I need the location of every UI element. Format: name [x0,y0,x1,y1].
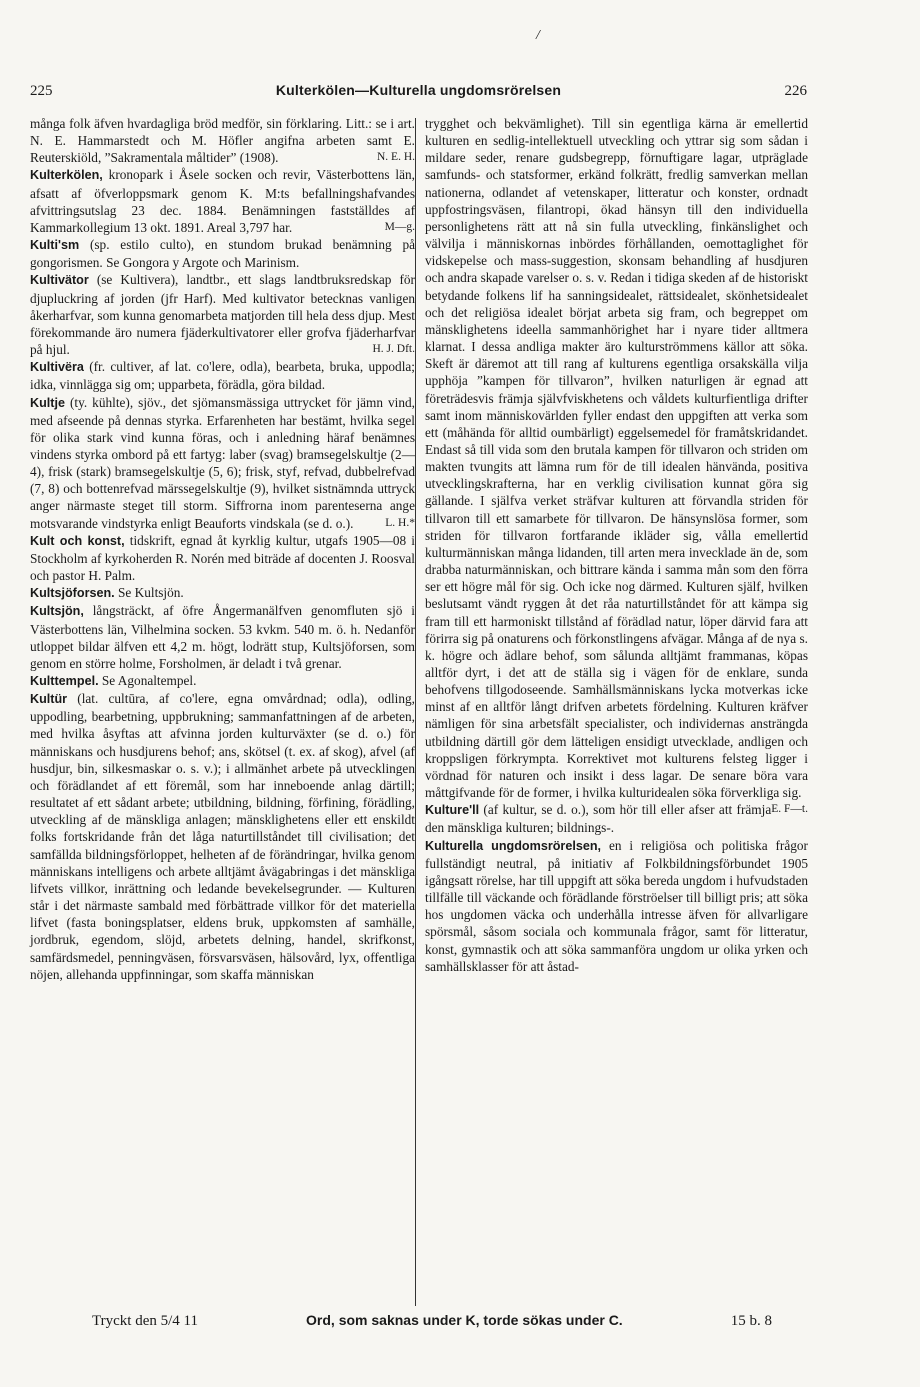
dictionary-entry [425,801,808,836]
entry-signature: L. H.* [385,516,415,529]
entry-signature: N. E. H. [376,151,415,164]
entry-headword: Kultsjöforsen. [30,586,115,601]
dictionary-entry [425,837,808,975]
page-footer [92,1312,772,1330]
running-title: Kulterkölen—Kulturella ungdomsrörelsen [275,82,562,98]
left-column [30,115,415,983]
entry-text: (lat. cultūra, af co'lere, egna omvårdnad; odla), odling, uppodling, bearbetning, uppbrukning; sammanfattningen af de arbeten, med hvilka åsyftas att afvinna jorden kulturväxter (se d. o.) för människans och husdjurens behof; ans, skötsel (t. ex. af skog), afvel (af husdjur, bin, silkesmaskar o. s. v.); i allmänhet arbete på utvecklingen och förädlandet af ett föremål, som har inneboende anlag därtill; resultatet af ett sådant arbete; utbildning, bildning, förfining, förädling, utveckling af de mänskliga anlagen; mänsklighetens eller ett enskildt folks fortskridande från det låga naturtillståndet till civilisation; det samfällda bildningsförloppet, helheten af de förändringar, hvilka genom människans intelligens och arbete alltjämt åvägabringas i det mänskliga lifvets villkor, inrättning och ledande bevekelsegrunder. — Kulturen står i det närmaste sambald med förbättrade villkor för det materiella lifvet (fasta boningsplatser, eldens bruk, uppkomsten af samhälle, jordbruk, egendom, slöjd, arbetets delning, handel, skrifkonst, samfärdsmedel, penningväsen, försvarsväsen, hälsovård, lyx, offentliga nöjen, allehanda uppfinningar, som skaffa människan [30,691,415,982]
dictionary-entry [30,584,415,602]
entry-headword: Kulturella ungdomsrörelsen, [425,838,602,853]
entry-headword: Kultsjön, [30,604,84,619]
page-header [30,82,807,106]
entry-text: (sp. estilo culto), en stundom brukad benämning på gongorismen. Se Gongora y Argote och Marinism. [30,237,415,271]
entry-text: (se Kultivera), landtbr., ett slags landtbruksredskap för djupluckring af jorden (jfr Harf). Med kultivator betecknas vanligen åkerharfvar, som kunna genomarbeta matjorden till hela dess djup. Mest förekommande äro numera fjäderkultivatorer eller grofva fjäderharfvar på hjul. [30,272,415,358]
dictionary-entry [30,690,415,983]
entry-headword: Kultür [30,692,68,707]
entry-headword: Kulterkölen, [30,168,103,183]
entry-text: långsträckt, af öfre Ångermanälfven genomfluten sjö i Västerbottens län, Vilhelmina socken. 53 kvkm. 540 m. ö. h. Nedanför utloppet bildar älfven ett 4,2 m. högt, lodrätt stup, Kultsjöforsen, som genom en större holme, Forsholmen, är deladt i två grenar. [30,603,415,671]
entry-text: (af kultur, se d. o.), som hör till eller afser att främja den mänskliga kulturen; bildnings-. [425,802,772,836]
dictionary-entry [30,532,415,584]
entry-signature: M—g. [384,220,415,233]
sheet-signature: 15 b. 8 [730,1313,772,1329]
entry-text: många folk äfven hvardagliga bröd medför, sin förklaring. Litt.: se i art. N. E. Hammarstedt och M. Höfler angifna arbeten samt E. Reuterskiöld, ”Sakramentala måltider” (1908). [30,116,415,166]
right-column [425,115,808,975]
column-divider [415,118,416,1306]
entry-headword: Kultivätor [30,273,89,288]
page-number-right: 226 [784,83,807,99]
entry-headword: Kulture'll [425,803,480,818]
entry-headword: Kulti'sm [30,238,80,253]
dictionary-entry [30,271,415,358]
entry-text: (ty. kühlte), sjöv., det sjömansmässiga uttrycket för jämn vind, med afseende på dennas styrka. Erfarenheten har bestämt, hvilka segel för olika stark vind kunna föras, och i anledning häraf benämnes vindens styrka ombord på ett fartyg: laber (svag) bramsegelskultje (2—4), frisk (stark) bramsegelskultje (5, 6); frisk, styf, refvad, dubbelrefvad (7, 8) och bottenrefvad märssegelskultje (9), hvilket sistnämnda uttryck anger närmaste steget till storm. Siffrorna inom parenteserna ange motsvarande vindstyrka enligt Beauforts vindskala (se d. o.). [30,394,415,531]
print-date: Tryckt den 5/4 11 [92,1313,198,1329]
entry-text: Se Kultsjön. [114,585,184,601]
entry-text: kronopark i Åsele socken och revir, Västerbottens län, afsatt af öfverloppsmark genom K. M:ts befallningshafvandes afvittringsutslag 23 dec. 1884. Benämningen fastställdes af Kammarkollegium 13 okt. 1891. Areal 3,797 har. [30,167,415,235]
entry-text: Se Agonaltempel. [98,673,197,688]
entry-headword: Kult och konst, [30,533,125,548]
entry-text: trygghet och bekvämlighet). Till sin egentliga kärna är emellertid kulturen en sedlig-intellektuell utveckling och yttrar sig som sådan i mildare seder, renare gudsbegrepp, förnuftigare lagar, utpräglade samfunds- och statsformer, erkänd folkrätt, fredlig samverkan mellan nationerna, odlandet af vetenskaper, litteratur och konster, ordnadt uppfostringsväsen, filantropi, ökad hänsyn till den individuella personlighetens rätt att nå sin fulla utveckling, finkänslighet och välvilja i människornas inbördes förhållanden, oemottaglighet för vidskepelse och mass-suggestion, skonsam behandling af husdjuren och andra skapade varelser o. s. v. Redan i tidiga skeden af de historiskt betydande folkens lif ha sanningsidealet, rättsidealet, skönhetsidealet och det religiösa idealet börjat arbeta sig fram, och begreppet om mänsklighetens ideella sammanhörighet har i nyare tider alltmera klarnat. I dessa andliga makter äro kulturströmmens källor att söka. Skeft är däremot att till rang af kulturens egentliga orsakskälla vilja upphöja ”kampen för tillvaron”, hvilken naturligen är egnad att företrädesvis främja självfviskhetens och våldets kulturfientliga drifter samt inom människovärlden fyller endast den uppgiften att verka som ett (måhända för alltid oumbärligt) eggelsemedel för framåtskridandet. Endast så till vida som den brutala kampen för tillvaron och striden om makten tvungits att lämna rum för de till idealen hänvända, positiva utvecklingskrafterna, har en verklig civilisation kunnat göra sig gällande. I själfva verket sträfvar kulturen att förvandla striden för tillvaron till ett samarbete för tillvaron. De hänsynslösa former, som striden för tillvaron fortfarande ikläder sig, vålla emellertid kulturmänniskan många lidanden, till arten mera invecklade än de, som drabba naturmänniskan, och bittrare kända i samma mån som den förra ser ett högre mål för sig. Och icke nog därmed. Kulturen själf, hvilken beslutsamt vändt ryggen åt det råa naturtillståndet för att kämpa sig fram till ett harmoniskt tillstånd af förädlad natur, löper därvid fara att förirra sig på onaturens och förkonstlingens afvägar. Många af de nya s. k. högre och ädlare behof, som sålunda alltjämt frammanas, köpas alltför dyrt, i det att de ställa sig i vägen för de enklare, sunda behofvens tillgodoseende. Samhällsmänniskans lycka motverkas icke minst af en alltför långt drifven arbetets fördelning. Kulturen kräfver nämligen för sina arbetsfält specialister, och individernas ansträngda utbildning därtill gör dem lätteligen ensidigt utvecklade, andligen och kroppsligen förkrympta. Korrektivet mot kulturens felsteg ligger i vördnad för naturen och insikt i dess lagar. De senare böra vara måttgifvande för de former, i hvilka kulturidealen söka förverkliga sig. [425,116,808,801]
dictionary-entry [30,166,415,236]
dictionary-entry [30,394,415,532]
dictionary-entry [30,236,415,271]
entry-headword: Kulttempel. [30,674,99,688]
entry-text: tidskrift, egnad åt kyrklig kultur, utgafs 1905—08 i Stockholm af kyrkoherden R. Norén med biträde af docenten J. Roosval och pastor H. Palm. [30,532,415,584]
entry-headword: Kultivëra [30,360,84,375]
dictionary-entry [30,115,415,166]
dictionary-entry [30,672,415,690]
footer-note: Ord, som saknas under K, torde sökas under C. [306,1312,623,1328]
entry-headword: Kultje [30,395,65,410]
corner-mark: / [536,28,540,43]
page-number-left: 225 [30,83,53,99]
dictionary-entry [30,602,415,672]
dictionary-entry [30,358,415,393]
entry-text: (fr. cultiver, af lat. co'lere, odla), bearbeta, bruka, uppodla; idka, vinnlägga sig om; upparbeta, förädla, göra bildad. [30,359,415,393]
entry-text: en i religiösa och politiska frågor fullständigt neutral, på initiativ af Folkbildningsförbundet 1905 igångsatt rörelse, har till uppgift att söka bereda ungdom i hufvudstaden tillfälle till väckande och förädlande förströelser till billigt pris; att söka hos ungdomen väcka och underhålla intresse äfven för allvarligare spörsmål, såsom sociala och kommunala frågor, samt för litteratur, konst, gymnastik och att söka sammanföra ungdom ur olika yrken och samhällsklasser för att åstad- [425,837,808,974]
entry-signature: H. J. Dft. [372,343,415,356]
entry-signature: E. F—t. [771,803,808,816]
